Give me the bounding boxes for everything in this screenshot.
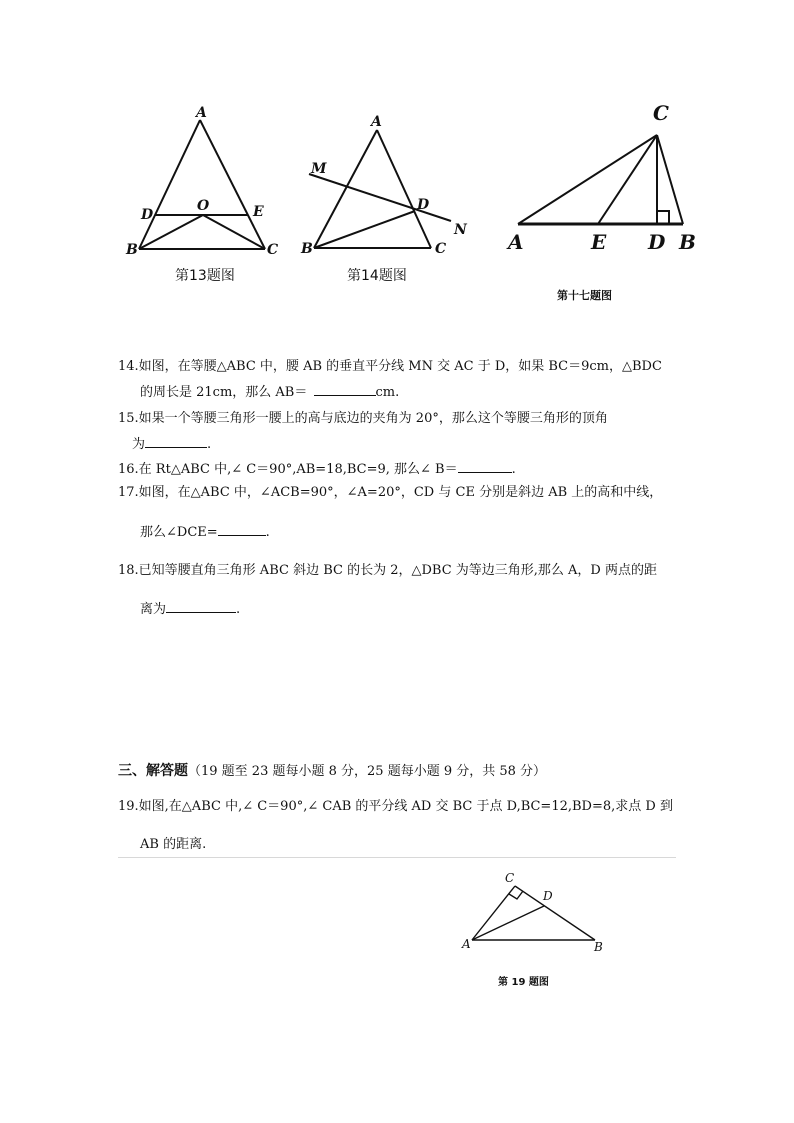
fig19-side-cb <box>515 886 595 940</box>
fig14-segment-bd <box>314 211 415 248</box>
fig19-label-a: A <box>462 937 471 951</box>
q15-line1: 15.如果一个等腰三角形一腰上的高与底边的夹角为 20°，那么这个等腰三角形的顶角 <box>118 411 608 426</box>
fig19-side-ac <box>472 886 515 940</box>
q17-line2-suffix: . <box>265 525 270 540</box>
fig14-label-n: N <box>454 222 467 238</box>
q18-line2 <box>140 599 240 619</box>
fig13-label-o: O <box>197 198 210 214</box>
fig19-label-b: B <box>594 940 603 954</box>
fig19-caption: 第 19 题图 <box>498 977 549 988</box>
fig13-label-b: B <box>126 242 138 258</box>
fig19-label-d: D <box>543 889 553 903</box>
fig14-label-m: M <box>311 161 327 177</box>
fig14-line-mn <box>309 174 451 221</box>
fig13-label-e: E <box>253 204 264 220</box>
q16-answer-blank[interactable] <box>458 459 512 473</box>
fig17-right-angle-mark <box>657 211 669 224</box>
fig17-median-ce <box>598 135 657 224</box>
q18-answer-blank[interactable] <box>166 599 236 613</box>
fig17-label-d: D <box>648 230 666 254</box>
q16-prefix: 16.在 Rt△ABC 中,∠ C＝90°,AB=18,BC=9, 那么∠ B＝ <box>118 462 458 477</box>
q16-line <box>118 459 516 479</box>
fig13-label-a: A <box>196 105 207 121</box>
section3-title: 三、解答题 <box>118 763 188 779</box>
section3-note: （19 题至 23 题每小题 8 分，25 题每小题 9 分，共 58 分） <box>188 764 547 779</box>
divider <box>118 857 676 858</box>
q17-line2-prefix: 那么∠DCE= <box>140 525 218 540</box>
q15-line2-suffix: . <box>207 437 212 452</box>
figure-19 <box>455 865 615 995</box>
fig14-side-ac <box>377 130 431 248</box>
fig14-label-c: C <box>435 241 447 257</box>
fig14-caption: 第14题图 <box>347 268 407 284</box>
fig17-side-ac <box>518 135 657 224</box>
fig17-label-e: E <box>591 230 607 254</box>
fig19-bisector-ad <box>472 906 544 940</box>
fig14-label-b: B <box>301 241 313 257</box>
fig19-right-angle-mark <box>509 891 523 899</box>
fig14-label-a: A <box>371 114 382 130</box>
q14-line2-suffix: cm. <box>375 385 400 400</box>
q14-answer-blank[interactable] <box>314 382 376 396</box>
q15-line2 <box>132 434 211 454</box>
q19-line2: AB 的距离. <box>140 837 207 852</box>
q17-line1: 17.如图，在△ABC 中，∠ACB=90°，∠A=20°，CD 与 CE 分别是斜边 AB 上的高和中线， <box>118 485 663 500</box>
fig13-side-ac <box>200 120 265 249</box>
q17-line2 <box>140 522 270 542</box>
fig17-caption: 第十七题图 <box>557 289 612 302</box>
figure-13 <box>120 100 290 290</box>
section3-heading <box>118 760 546 780</box>
fig13-side-ab <box>139 120 200 249</box>
q17-answer-blank[interactable] <box>218 522 266 536</box>
q18-line2-prefix: 离为 <box>140 602 167 617</box>
fig17-label-c: C <box>653 101 669 125</box>
q19-line1: 19.如图,在△ABC 中,∠ C＝90°,∠ CAB 的平分线 AD 交 BC 于点 D,BC=12,BD=8,求点 D 到 <box>118 799 673 814</box>
figure-17 <box>495 95 715 310</box>
q15-answer-blank[interactable] <box>145 434 207 448</box>
q14-line1: 14.如图，在等腰△ABC 中，腰 AB 的垂直平分线 MN 交 AC 于 D，如果 BC＝9cm，△BDC <box>118 359 662 374</box>
fig14-side-ab <box>314 130 377 248</box>
q18-line2-suffix: . <box>236 602 241 617</box>
q16-suffix: . <box>511 462 516 477</box>
fig14-label-d: D <box>417 197 430 213</box>
q14-line2 <box>140 382 399 402</box>
q14-line2-prefix: 的周长是 21cm，那么 AB＝ <box>140 385 308 400</box>
q18-line1: 18.已知等腰直角三角形 ABC 斜边 BC 的长为 2，△DBC 为等边三角形,那么 A，D 两点的距 <box>118 563 657 578</box>
fig13-label-c: C <box>267 242 279 258</box>
q15-line2-prefix: 为 <box>132 437 146 452</box>
fig17-label-a: A <box>508 230 524 254</box>
fig19-label-c: C <box>505 871 515 885</box>
fig13-label-d: D <box>141 207 154 223</box>
figure-14 <box>295 100 485 290</box>
fig13-caption: 第13题图 <box>175 268 235 284</box>
fig17-label-b: B <box>679 230 696 254</box>
